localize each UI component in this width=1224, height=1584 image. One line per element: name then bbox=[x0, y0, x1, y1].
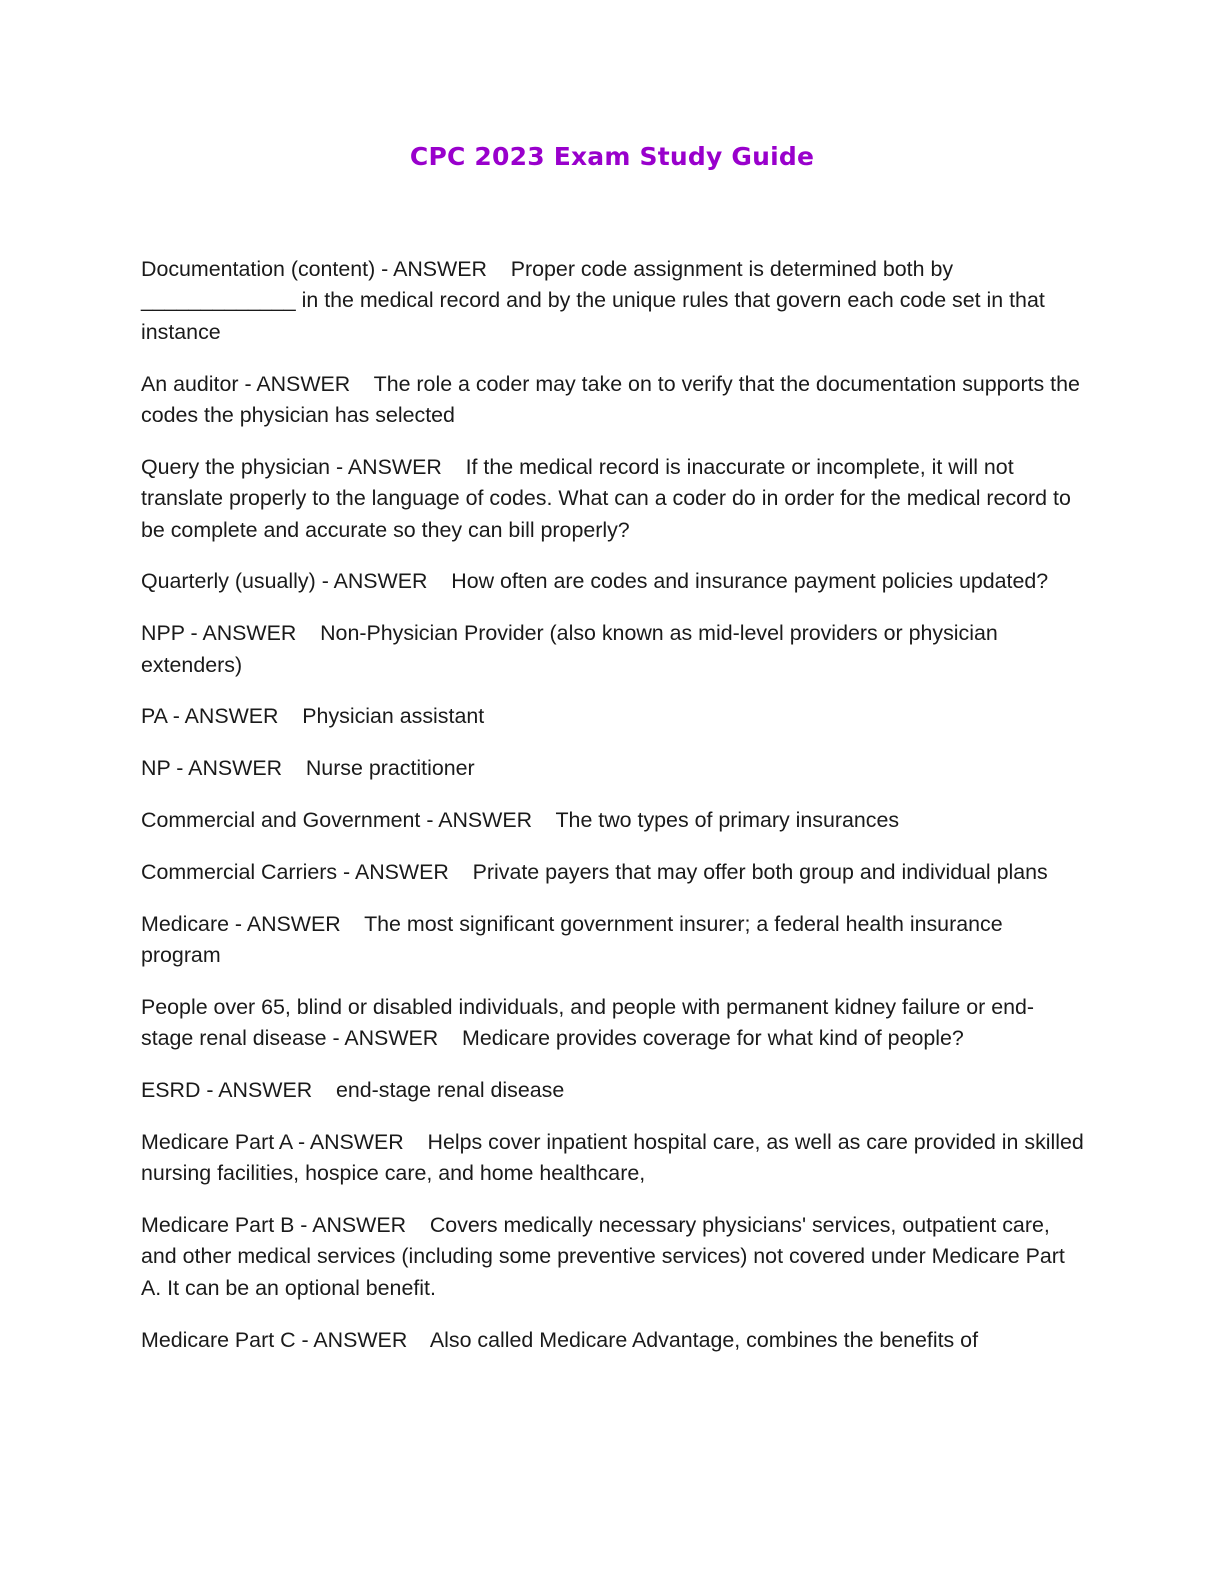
entry-definition: The two types of primary insurances bbox=[555, 808, 900, 833]
entry-item bbox=[141, 369, 1086, 432]
entry-term: An auditor bbox=[141, 371, 239, 396]
answer-separator: - ANSWER bbox=[184, 621, 321, 646]
answer-separator: - ANSWER bbox=[330, 454, 466, 479]
answer-separator: - ANSWER bbox=[170, 756, 306, 781]
entry-term: NP bbox=[141, 756, 171, 781]
entry-item bbox=[141, 753, 1086, 784]
entry-term: Medicare Part B bbox=[141, 1213, 295, 1238]
entry-term: Quarterly (usually) bbox=[141, 569, 316, 594]
answer-separator: - ANSWER bbox=[228, 911, 365, 936]
entry-item bbox=[141, 1127, 1086, 1190]
entry-definition: Proper code assignment is determined both by _____________ in the medical record and by the unique rules that govern each code set in that instance bbox=[141, 257, 1045, 344]
entry-item bbox=[141, 1325, 1086, 1356]
answer-separator: - ANSWER bbox=[337, 859, 473, 884]
answer-separator: - ANSWER bbox=[294, 1213, 430, 1238]
entry-item bbox=[141, 1075, 1086, 1106]
entry-definition: If the medical record is inaccurate or incomplete, it will not translate properly to the language of codes. What can a coder do in order for the medical record to be complete and accurate so they can bill properly? bbox=[141, 454, 1071, 542]
answer-separator: - ANSWER bbox=[200, 1078, 336, 1103]
entry-definition: Nurse practitioner bbox=[305, 756, 475, 781]
entry-definition: end-stage renal disease bbox=[335, 1078, 565, 1103]
answer-separator: - ANSWER bbox=[420, 808, 556, 833]
entry-item bbox=[141, 909, 1086, 972]
answer-separator: - ANSWER bbox=[315, 569, 452, 594]
entry-term: Documentation (content) bbox=[141, 257, 376, 281]
entry-item bbox=[141, 701, 1086, 732]
entry-item bbox=[141, 1210, 1086, 1304]
entry-definition: Covers medically necessary physicians' services, outpatient care, and other medical services (including some preventive services) not covered under Medicare Part A. It can be an optional benefit. bbox=[141, 1213, 1065, 1300]
entry-definition: Non-Physician Provider (also known as mid-level providers or physician extenders) bbox=[141, 621, 998, 677]
study-guide-entries bbox=[141, 254, 1086, 1376]
entry-definition: The most significant government insurer; a federal health insurance program bbox=[141, 911, 1003, 968]
entry-item bbox=[141, 857, 1086, 888]
entry-item bbox=[141, 566, 1086, 597]
entry-item bbox=[141, 805, 1086, 836]
answer-separator: - ANSWER bbox=[375, 257, 511, 281]
answer-separator: - ANSWER bbox=[326, 1026, 463, 1051]
entry-term: Commercial Carriers bbox=[141, 859, 338, 884]
answer-separator: - ANSWER bbox=[295, 1327, 430, 1352]
entry-term: Medicare Part A bbox=[141, 1129, 292, 1154]
entry-definition: The role a coder may take on to verify that the documentation supports the codes the physician has selected bbox=[141, 371, 1080, 428]
entry-definition: Medicare provides coverage for what kind of people? bbox=[462, 1026, 964, 1051]
entry-term: NPP bbox=[141, 621, 185, 646]
entry-definition: Helps cover inpatient hospital care, as well as care provided in skilled nursing facilities, hospice care, and home healthcare, bbox=[141, 1129, 1084, 1186]
entry-item bbox=[141, 254, 1086, 348]
entry-definition: Private payers that may offer both group and individual plans bbox=[472, 859, 1048, 884]
entry-definition: How often are codes and insurance payment policies updated? bbox=[451, 569, 1049, 594]
answer-separator: - ANSWER bbox=[292, 1129, 428, 1154]
entry-item bbox=[141, 618, 1086, 681]
answer-separator: - ANSWER bbox=[238, 371, 374, 396]
answer-separator: - ANSWER bbox=[166, 704, 303, 729]
entry-term: Commercial and Government bbox=[141, 808, 421, 833]
entry-term: People over 65, blind or disabled individuals, and people with permanent kidney failure or end-stage renal disease bbox=[141, 994, 1035, 1051]
entry-term: Medicare Part C bbox=[141, 1327, 296, 1352]
entry-item bbox=[141, 992, 1086, 1055]
entry-term: ESRD bbox=[141, 1078, 201, 1103]
entry-item bbox=[141, 452, 1086, 546]
entry-term: PA bbox=[141, 704, 167, 729]
entry-term: Medicare bbox=[141, 911, 229, 936]
entry-term: Query the physician bbox=[141, 454, 331, 479]
entry-definition: Physician assistant bbox=[302, 704, 485, 729]
entry-definition: Also called Medicare Advantage, combines the benefits of bbox=[429, 1327, 979, 1352]
document-title: CPC 2023 Exam Study Guide bbox=[409, 142, 815, 171]
